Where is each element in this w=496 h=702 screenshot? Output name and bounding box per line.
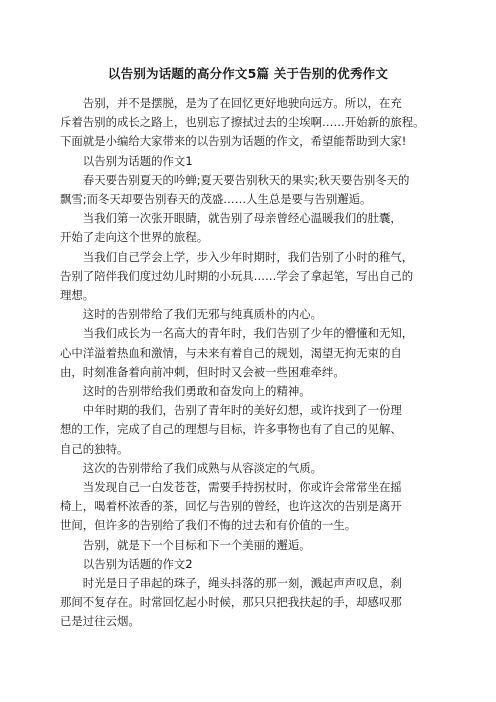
- paragraph-line: 这时的告别带给了我们无邪与纯真质朴的内心。: [82, 307, 323, 322]
- paragraph-line: 椅上，喝着杯浓香的茶，回忆与告别的曾经，也许这次的告别是离开: [60, 499, 402, 514]
- paragraph-line: 自己的独特。: [60, 441, 129, 456]
- paragraph-line: 飘雪;而冬天却要告别春天的茂盛……人生总是要与告别邂逅。: [60, 192, 372, 207]
- paragraph: [60, 305, 438, 324]
- paragraph-line: 下面就是小编给大家带来的以告别为话题的作文，希望能帮助到大家!: [60, 134, 407, 149]
- paragraph: [60, 171, 438, 209]
- paragraph-line: 告别，就是下一个目标和下一个美丽的邂逅。: [82, 537, 311, 552]
- paragraph: [60, 248, 438, 306]
- document-title: 以告别为话题的高分作文5篇 关于告别的优秀作文: [107, 66, 389, 81]
- paragraph-line: 告别了陪伴我们度过幼儿时期的小玩具……学会了拿起笔，写出自己的: [60, 268, 414, 283]
- paragraph: [60, 536, 438, 555]
- paragraph: [60, 94, 438, 152]
- paragraph-line: 已是过往云烟。: [60, 614, 140, 629]
- paragraph: [60, 209, 438, 247]
- paragraph-line: 当我们自己学会上学，步入少年时期时，我们告别了小时的稚气，: [82, 249, 414, 264]
- paragraph: [60, 555, 438, 574]
- paragraph: [60, 478, 438, 536]
- paragraph: [60, 152, 438, 171]
- paragraph-line: 这次的告别带给了我们成熟与从容淡定的气质。: [82, 460, 323, 475]
- paragraph-line: 告别，并不是摆脱，是为了在回忆更好地驶向远方。所以，在充: [82, 96, 402, 110]
- paragraph: [60, 459, 438, 478]
- paragraph-line: 开始了走向这个世界的旅程。: [60, 230, 209, 245]
- paragraph: [60, 574, 438, 632]
- paragraph-line: 以告别为话题的作文2: [82, 556, 193, 571]
- paragraph-line: 中年时期的我们，告别了青年时的美好幻想，或许找到了一份理: [82, 403, 402, 418]
- paragraph-line: 世间，但许多的告别给了我们不悔的过去和有价值的一生。: [60, 518, 357, 533]
- paragraph: [60, 401, 438, 459]
- paragraph: [60, 324, 438, 382]
- paragraph-line: 斥着告别的成长之路上，也别忘了擦拭过去的尘埃啊……开始新的旅程。: [60, 115, 425, 130]
- paragraph-line: 由，时刻准备着向前冲刺，但时时又会被一些困难牵绊。: [60, 364, 345, 379]
- paragraph-line: 想的工作，完成了自己的理想与目标，许多事物也有了自己的见解、: [60, 422, 402, 437]
- paragraph-line: 春天要告别夏天的吟蝉;夏天要告别秋天的果实;秋天要告别冬天的: [82, 172, 410, 187]
- paragraph-line: 那间不复存在。时常回忆起小时候，那只只把我扶起的手，却感叹那: [60, 595, 402, 610]
- document-body: [60, 94, 438, 632]
- paragraph-line: 以告别为话题的作文1: [82, 153, 193, 168]
- paragraph: [60, 382, 438, 401]
- paragraph-line: 时光是日子串起的珠子，绳头抖落的那一刻，溅起声声叹息，刹: [82, 576, 402, 591]
- paragraph-line: 心中洋溢着热血和激情，与未来有着自己的规划，渴望无拘无束的自: [60, 345, 402, 360]
- paragraph-line: 当发现自己一白发苍苍，需要手持拐杖时，你或许会常常坐在摇: [82, 480, 402, 495]
- paragraph-line: 理想。: [60, 288, 95, 303]
- paragraph-line: 当我们成长为一名高大的青年时，我们告别了少年的懵懂和无知，: [82, 326, 414, 341]
- paragraph-line: 这时的告别带给我们勇敢和奋发向上的精神。: [82, 384, 311, 399]
- paragraph-line: 当我们第一次张开眼睛，就告别了母亲曾经心温暖我们的肚囊，: [82, 211, 402, 226]
